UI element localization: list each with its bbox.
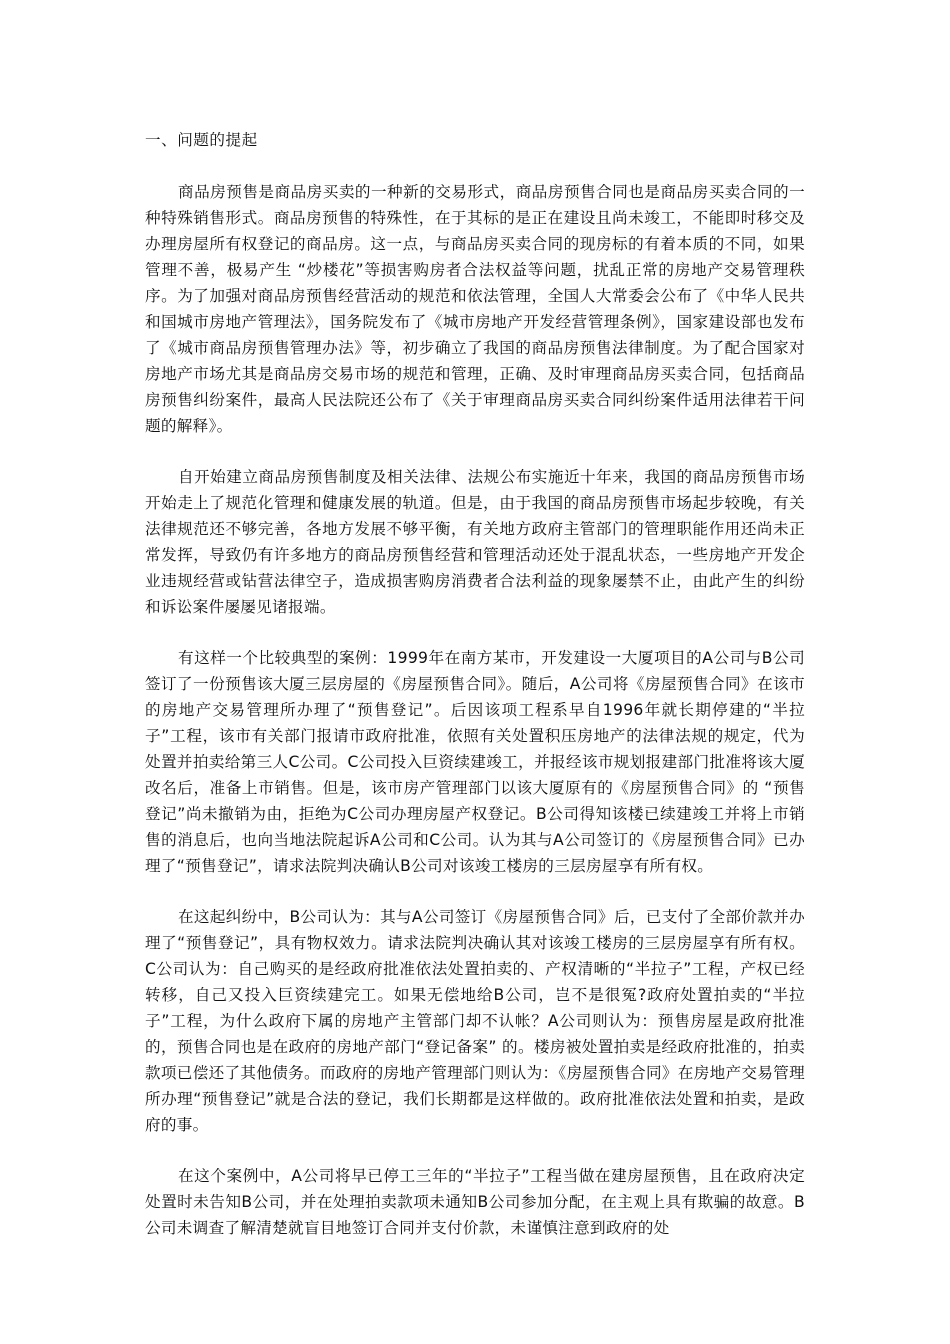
document-body [145, 127, 805, 1266]
paragraph-party-positions: 在这起纠纷中，B公司认为：其与A公司签订《房屋预售合同》后，已支付了全部价款并办理了“预售登记”，具有物权效力。请求法院判决确认其对该竣工楼房的三层房屋享有所有权。C公司认为：自己购买的是经政府批准依法处置拍卖的、产权清晰的“半拉子”工程，产权已经转移，自己又投入巨资续建完工。如果无偿地给B公司，岂不是很冤?政府处置拍卖的“半拉子”工程，为什么政府下属的房地产主管部门却不认帐？A公司则认为：预售房屋是政府批准的，预售合同也是在政府的房地产部门“登记备案” 的。楼房被处置拍卖是经政府批准的，拍卖款项已偿还了其他债务。而政府的房地产管理部门则认为：《房屋预售合同》在房地产交易管理所办理“预售登记”就是合法的登记，我们长期都是这样做的。政府批准依法处置和拍卖，是政府的事。 [145, 908, 805, 1134]
section-heading: 一、问题的提起 [145, 131, 258, 149]
paragraph-intro: 商品房预售是商品房买卖的一种新的交易形式，商品房预售合同也是商品房买卖合同的一种特殊销售形式。商品房预售的特殊性，在于其标的是正在建设且尚未竣工，不能即时移交及办理房屋所有权登记的商品房。这一点，与商品房买卖合同的现房标的有着本质的不同，如果管理不善，极易产生 “炒楼花”等损害购房者合法权益等问题，扰乱正常的房地产交易管理秩序。为了加强对商品房预售经营活动的规范和依法管理，全国人大常委会公布了《中华人民共和国城市房地产管理法》，国务院发布了《城市房地产开发经营管理条例》，国家建设部也发布了《城市商品房预售管理办法》等，初步确立了我国的商品房预售法律制度。为了配合国家对房地产市场尤其是商品房交易市场的规范和管理，正确、及时审理商品房买卖合同，包括商品房预售纠纷案件，最高人民法院还公布了《关于审理商品房买卖合同纠纷案件适用法律若干问题的解释》。 [145, 183, 805, 435]
paragraph-market-status: 自开始建立商品房预售制度及相关法律、法规公布实施近十年来，我国的商品房预售市场开始走上了规范化管理和健康发展的轨道。但是，由于我国的商品房预售市场起步较晚，有关法律规范还不够完善，各地方发展不够平衡，有关地方政府主管部门的管理职能作用还尚未正常发挥，导致仍有许多地方的商品房预售经营和管理活动还处于混乱状态，一些房地产开发企业违规经营或钻营法律空子，造成损害购房消费者合法利益的现象屡禁不止，由此产生的纠纷和诉讼案件屡屡见诸报端。 [145, 468, 805, 616]
paragraph-case-analysis: 在这个案例中，A公司将早已停工三年的“半拉子”工程当做在建房屋预售，且在政府决定处置时未告知B公司，并在处理拍卖款项未通知B公司参加分配，在主观上具有欺骗的故意。B公司未调查了解清楚就盲目地签订合同并支付价款，未谨慎注意到政府的处 [145, 1167, 805, 1237]
paragraph-case-description: 有这样一个比较典型的案例：1999年在南方某市，开发建设一大厦项目的A公司与B公司签订了一份预售该大厦三层房屋的《房屋预售合同》。随后，A公司将《房屋预售合同》在该市的房地产交易管理所办理了“预售登记”。后因该项工程系早自1996年就长期停建的“半拉子”工程，该市有关部门报请市政府批准，依照有关处置积压房地产的法律法规的规定，代为处置并拍卖给第三人C公司。C公司投入巨资续建竣工，并报经该市规划报建部门批准将该大厦改名后，准备上市销售。但是，该市房产管理部门以该大厦原有的《房屋预售合同》的 “预售登记”尚未撤销为由，拒绝为C公司办理房屋产权登记。B公司得知该楼已续建竣工并将上市销售的消息后，也向当地法院起诉A公司和C公司。认为其与A公司签订的《房屋预售合同》已办理了“预售登记”，请求法院判决确认B公司对该竣工楼房的三层房屋享有所有权。 [145, 649, 805, 875]
